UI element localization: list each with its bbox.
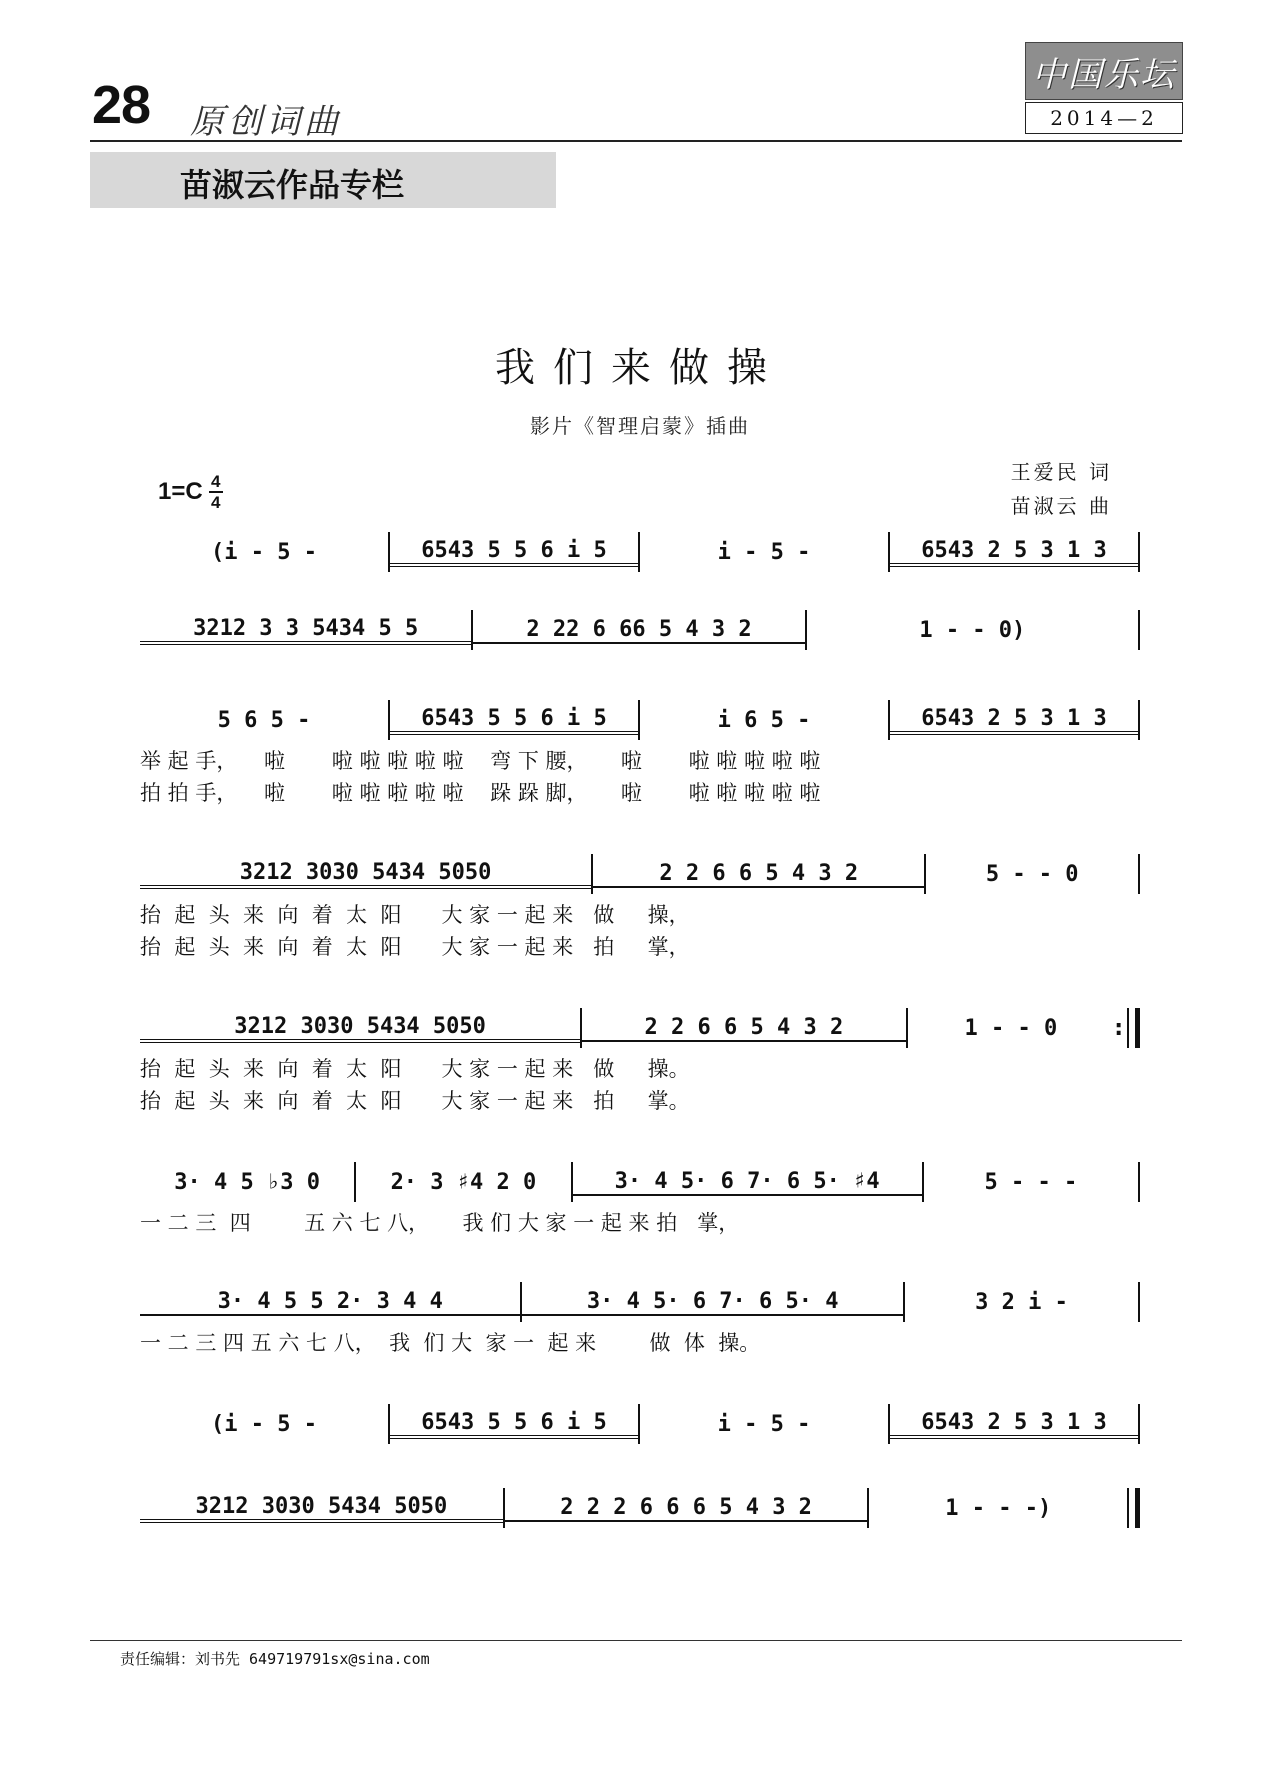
repeat-end: : bbox=[1114, 1008, 1140, 1048]
measure: 2 22 6 66 5 4 3 2 bbox=[473, 617, 804, 644]
time-top: 4 bbox=[210, 472, 221, 491]
lyric-line: 拍 拍 手， 啦 啦 啦 啦 啦 啦 跺 跺 脚， 啦 啦 啦 啦 啦 啦 bbox=[140, 781, 821, 805]
score-row-5 bbox=[140, 1004, 1140, 1116]
measure: 2· 3 ♯4 2 0 bbox=[390, 1169, 537, 1195]
time-bottom: 4 bbox=[210, 493, 221, 512]
lyric-line: 抬 起 头 来 向 着 太 阳 大 家 一 起 来 拍 掌。 bbox=[140, 1089, 690, 1113]
measure: 3212 3030 5434 5050 bbox=[140, 860, 591, 889]
measure: 6543 5 5 6 i 5 bbox=[390, 1410, 638, 1439]
score-row-8 bbox=[140, 1400, 1140, 1448]
measure: 3· 4 5· 6 7· 6 5· 4 bbox=[522, 1289, 902, 1316]
measure: 5 - - 0 bbox=[985, 861, 1079, 887]
measure: 6543 5 5 6 i 5 bbox=[390, 538, 638, 567]
score-row-6 bbox=[140, 1158, 1140, 1238]
measure: 6543 5 5 6 i 5 bbox=[390, 706, 638, 735]
editor-credit: 责任编辑：刘书先 649719791sx@sina.com bbox=[120, 1650, 430, 1668]
key-signature bbox=[158, 472, 223, 512]
time-signature bbox=[209, 472, 223, 512]
score-row-4 bbox=[140, 850, 1140, 962]
magazine-logo bbox=[1025, 42, 1183, 100]
measure: 3212 3 3 5434 5 5 bbox=[140, 616, 471, 645]
lyric-line: 抬 起 头 来 向 着 太 阳 大 家 一 起 来 拍 掌， bbox=[140, 935, 690, 959]
column-title: 苗淑云作品专栏 bbox=[180, 166, 405, 204]
score-row-2 bbox=[140, 606, 1140, 654]
measure: 3212 3030 5434 5050 bbox=[140, 1494, 503, 1523]
measure: 3212 3030 5434 5050 bbox=[140, 1014, 580, 1043]
composer: 苗淑云 曲 bbox=[1010, 494, 1112, 518]
measure: i - 5 - bbox=[717, 539, 811, 565]
section-name: 原创词曲 bbox=[190, 102, 342, 142]
score-row-9 bbox=[140, 1484, 1140, 1532]
lyric-line: 抬 起 头 来 向 着 太 阳 大 家 一 起 来 做 操， bbox=[140, 903, 690, 927]
score-row-1 bbox=[140, 528, 1140, 576]
key-text: 1=C bbox=[158, 478, 203, 505]
logo-text: 中国乐坛 bbox=[1032, 54, 1176, 95]
measure: 6543 2 5 3 1 3 bbox=[890, 1410, 1138, 1439]
measure: 2 2 6 6 5 4 3 2 bbox=[593, 861, 924, 888]
measure: (i - 5 - bbox=[211, 1411, 317, 1437]
issue-number: 2014—2 bbox=[1025, 102, 1183, 134]
score-row-7 bbox=[140, 1278, 1140, 1358]
measure: 5 6 5 - bbox=[217, 707, 311, 733]
measure: 1 - - 0) bbox=[919, 617, 1026, 643]
song-title: 我们来做操 bbox=[495, 345, 785, 391]
measure: 1 - - 0 bbox=[964, 1015, 1058, 1041]
credits bbox=[1011, 455, 1112, 523]
measure: 2 2 2 6 6 6 5 4 3 2 bbox=[505, 1495, 868, 1522]
measure: i - 5 - bbox=[717, 1411, 811, 1437]
measure: 3 2 i - bbox=[975, 1289, 1068, 1315]
footer-divider bbox=[90, 1640, 1182, 1641]
lyricist: 王爱民 词 bbox=[1010, 460, 1112, 484]
measure: 2 2 6 6 5 4 3 2 bbox=[582, 1015, 905, 1042]
header-divider bbox=[90, 140, 1182, 142]
measure: 3· 4 5 5 2· 3 4 4 bbox=[140, 1289, 520, 1316]
page-number: 28 bbox=[92, 75, 151, 135]
measure: 1 - - -) bbox=[945, 1495, 1052, 1521]
lyric-line: 抬 起 头 来 向 着 太 阳 大 家 一 起 来 做 操。 bbox=[140, 1057, 690, 1081]
lyric-line: 一 二 三 四 五 六 七 八， 我 们 大 家 一 起 来 做 体 操。 bbox=[140, 1331, 761, 1355]
measure: 6543 2 5 3 1 3 bbox=[890, 538, 1138, 567]
measure: 3· 4 5 ♭3 0 bbox=[174, 1169, 320, 1195]
measure: (i - 5 - bbox=[211, 539, 317, 565]
lyric-line: 一 二 三 四 五 六 七 八， 我 们 大 家 一 起 来 拍 掌， bbox=[140, 1211, 740, 1235]
song-subtitle: 影片《智理启蒙》插曲 bbox=[530, 414, 750, 438]
measure: 3· 4 5· 6 7· 6 5· ♯4 bbox=[573, 1169, 922, 1196]
measure: 6543 2 5 3 1 3 bbox=[890, 706, 1138, 735]
measure: i 6 5 - bbox=[717, 707, 811, 733]
final-barline bbox=[1127, 1488, 1140, 1528]
lyric-line: 举 起 手， 啦 啦 啦 啦 啦 啦 弯 下 腰， 啦 啦 啦 啦 啦 啦 bbox=[140, 749, 821, 773]
score-row-3 bbox=[140, 696, 1140, 808]
measure: 5 - - - bbox=[984, 1169, 1078, 1195]
